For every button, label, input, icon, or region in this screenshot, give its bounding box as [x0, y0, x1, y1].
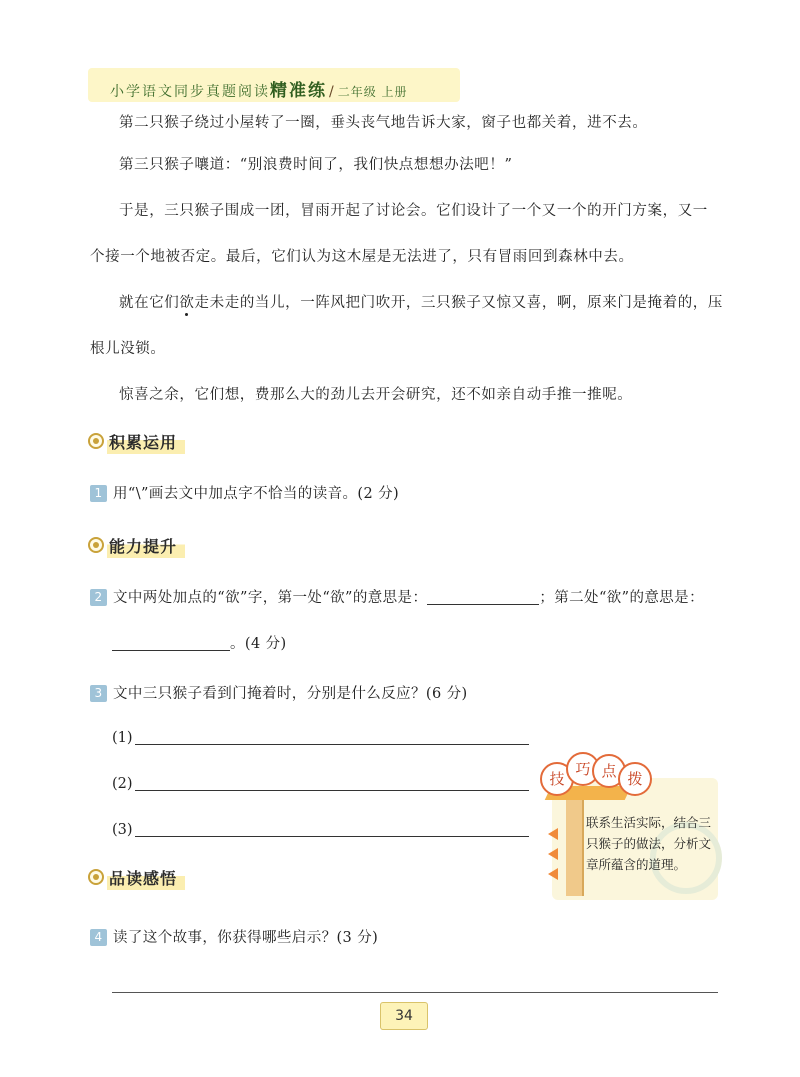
- question-4: [90, 926, 378, 947]
- triangle-icon: [548, 848, 558, 860]
- section-title: 能力提升: [107, 533, 185, 558]
- series-title: 小学语文同步真题阅读: [110, 84, 270, 100]
- answer-label: (1): [112, 730, 133, 746]
- answer-line-3: [112, 820, 529, 838]
- answer-blank[interactable]: [112, 634, 230, 651]
- answer-blank[interactable]: [427, 588, 539, 605]
- question-text: 文中三只猴子看到门掩着时，分别是什么反应？(6 分): [113, 686, 468, 702]
- question-number-badge: 3: [90, 685, 107, 702]
- header-separator: /: [329, 84, 336, 100]
- question-number-badge: 4: [90, 929, 107, 946]
- triangle-icon: [548, 868, 558, 880]
- passage-paragraph-3-line-1: 于是，三只猴子围成一团，冒雨开起了讨论会。它们设计了一个又一个的开门方案，又一: [119, 203, 708, 219]
- tip-bubble-qiao: 巧: [566, 752, 600, 786]
- question-2: [90, 586, 704, 607]
- brand-title: 精准练: [270, 81, 327, 101]
- pin-icon: [88, 537, 104, 553]
- answer-line-1: [112, 728, 529, 746]
- book-header: [110, 76, 408, 101]
- pin-icon: [88, 869, 104, 885]
- dotted-character: 欲: [179, 295, 195, 311]
- tip-signpost: [566, 786, 584, 896]
- tip-bubble-bo: 拨: [618, 762, 652, 796]
- question-number-badge: 2: [90, 589, 107, 606]
- section-heading-ability: [88, 532, 185, 558]
- question-text: 文中两处加点的“欲”字，第一处“欲”的意思是：: [113, 590, 428, 606]
- answer-blank[interactable]: [135, 774, 529, 791]
- question-number-badge: 1: [90, 485, 107, 502]
- section-heading-accumulation: [88, 428, 185, 454]
- passage-text: 就在它们: [119, 295, 180, 311]
- tip-bubble-dian: 点: [592, 754, 626, 788]
- section-title: 品读感悟: [107, 865, 185, 890]
- tip-text: 联系生活实际，结合三只猴子的做法，分析文章所蕴含的道理。: [586, 815, 712, 872]
- question-1: [90, 482, 399, 503]
- answer-blank[interactable]: [135, 728, 529, 745]
- triangle-icon: [548, 828, 558, 840]
- question-text: 用“\”画去文中加点字不恰当的读音。(2 分): [113, 486, 400, 502]
- section-heading-reflection: [88, 864, 185, 890]
- question-2-continued: [112, 632, 287, 653]
- tip-bubble-ji: 技: [540, 762, 574, 796]
- footer-divider: [112, 992, 718, 993]
- answer-blank[interactable]: [135, 820, 529, 837]
- pin-icon: [88, 433, 104, 449]
- passage-paragraph-3-line-2: 个接一个地被否定。最后，它们认为这木屋是无法进了，只有冒雨回到森林中去。: [90, 249, 634, 265]
- question-text: 。(4 分): [230, 636, 287, 652]
- question-text: ；第二处“欲”的意思是：: [539, 590, 704, 606]
- grade-label: 二年级 上册: [337, 85, 408, 99]
- section-title: 积累运用: [107, 429, 185, 454]
- passage-paragraph-4-line-1: [90, 290, 724, 316]
- answer-label: (2): [112, 776, 133, 792]
- page-number: 34: [380, 1002, 428, 1030]
- question-text: 读了这个故事，你获得哪些启示？(3 分): [113, 930, 379, 946]
- question-3: [90, 682, 468, 703]
- answer-label: (3): [112, 822, 133, 838]
- passage-paragraph-2: 第三只猴子嚷道：“别浪费时间了，我们快点想想办法吧！”: [119, 157, 513, 173]
- passage-paragraph-5: 惊喜之余，它们想，费那么大的劲儿去开会研究，还不如亲自动手推一推呢。: [119, 387, 633, 403]
- passage-paragraph-1: 第二只猴子绕过小屋转了一圈，垂头丧气地告诉大家，窗子也都关着，进不去。: [119, 115, 648, 131]
- answer-line-2: [112, 774, 529, 792]
- passage-paragraph-4-line-2: 根儿没锁。: [90, 341, 166, 357]
- passage-text: 走未走的当儿，一阵风把门吹开，三只猴子又惊又喜，啊，原来门是掩着的，压: [194, 295, 724, 311]
